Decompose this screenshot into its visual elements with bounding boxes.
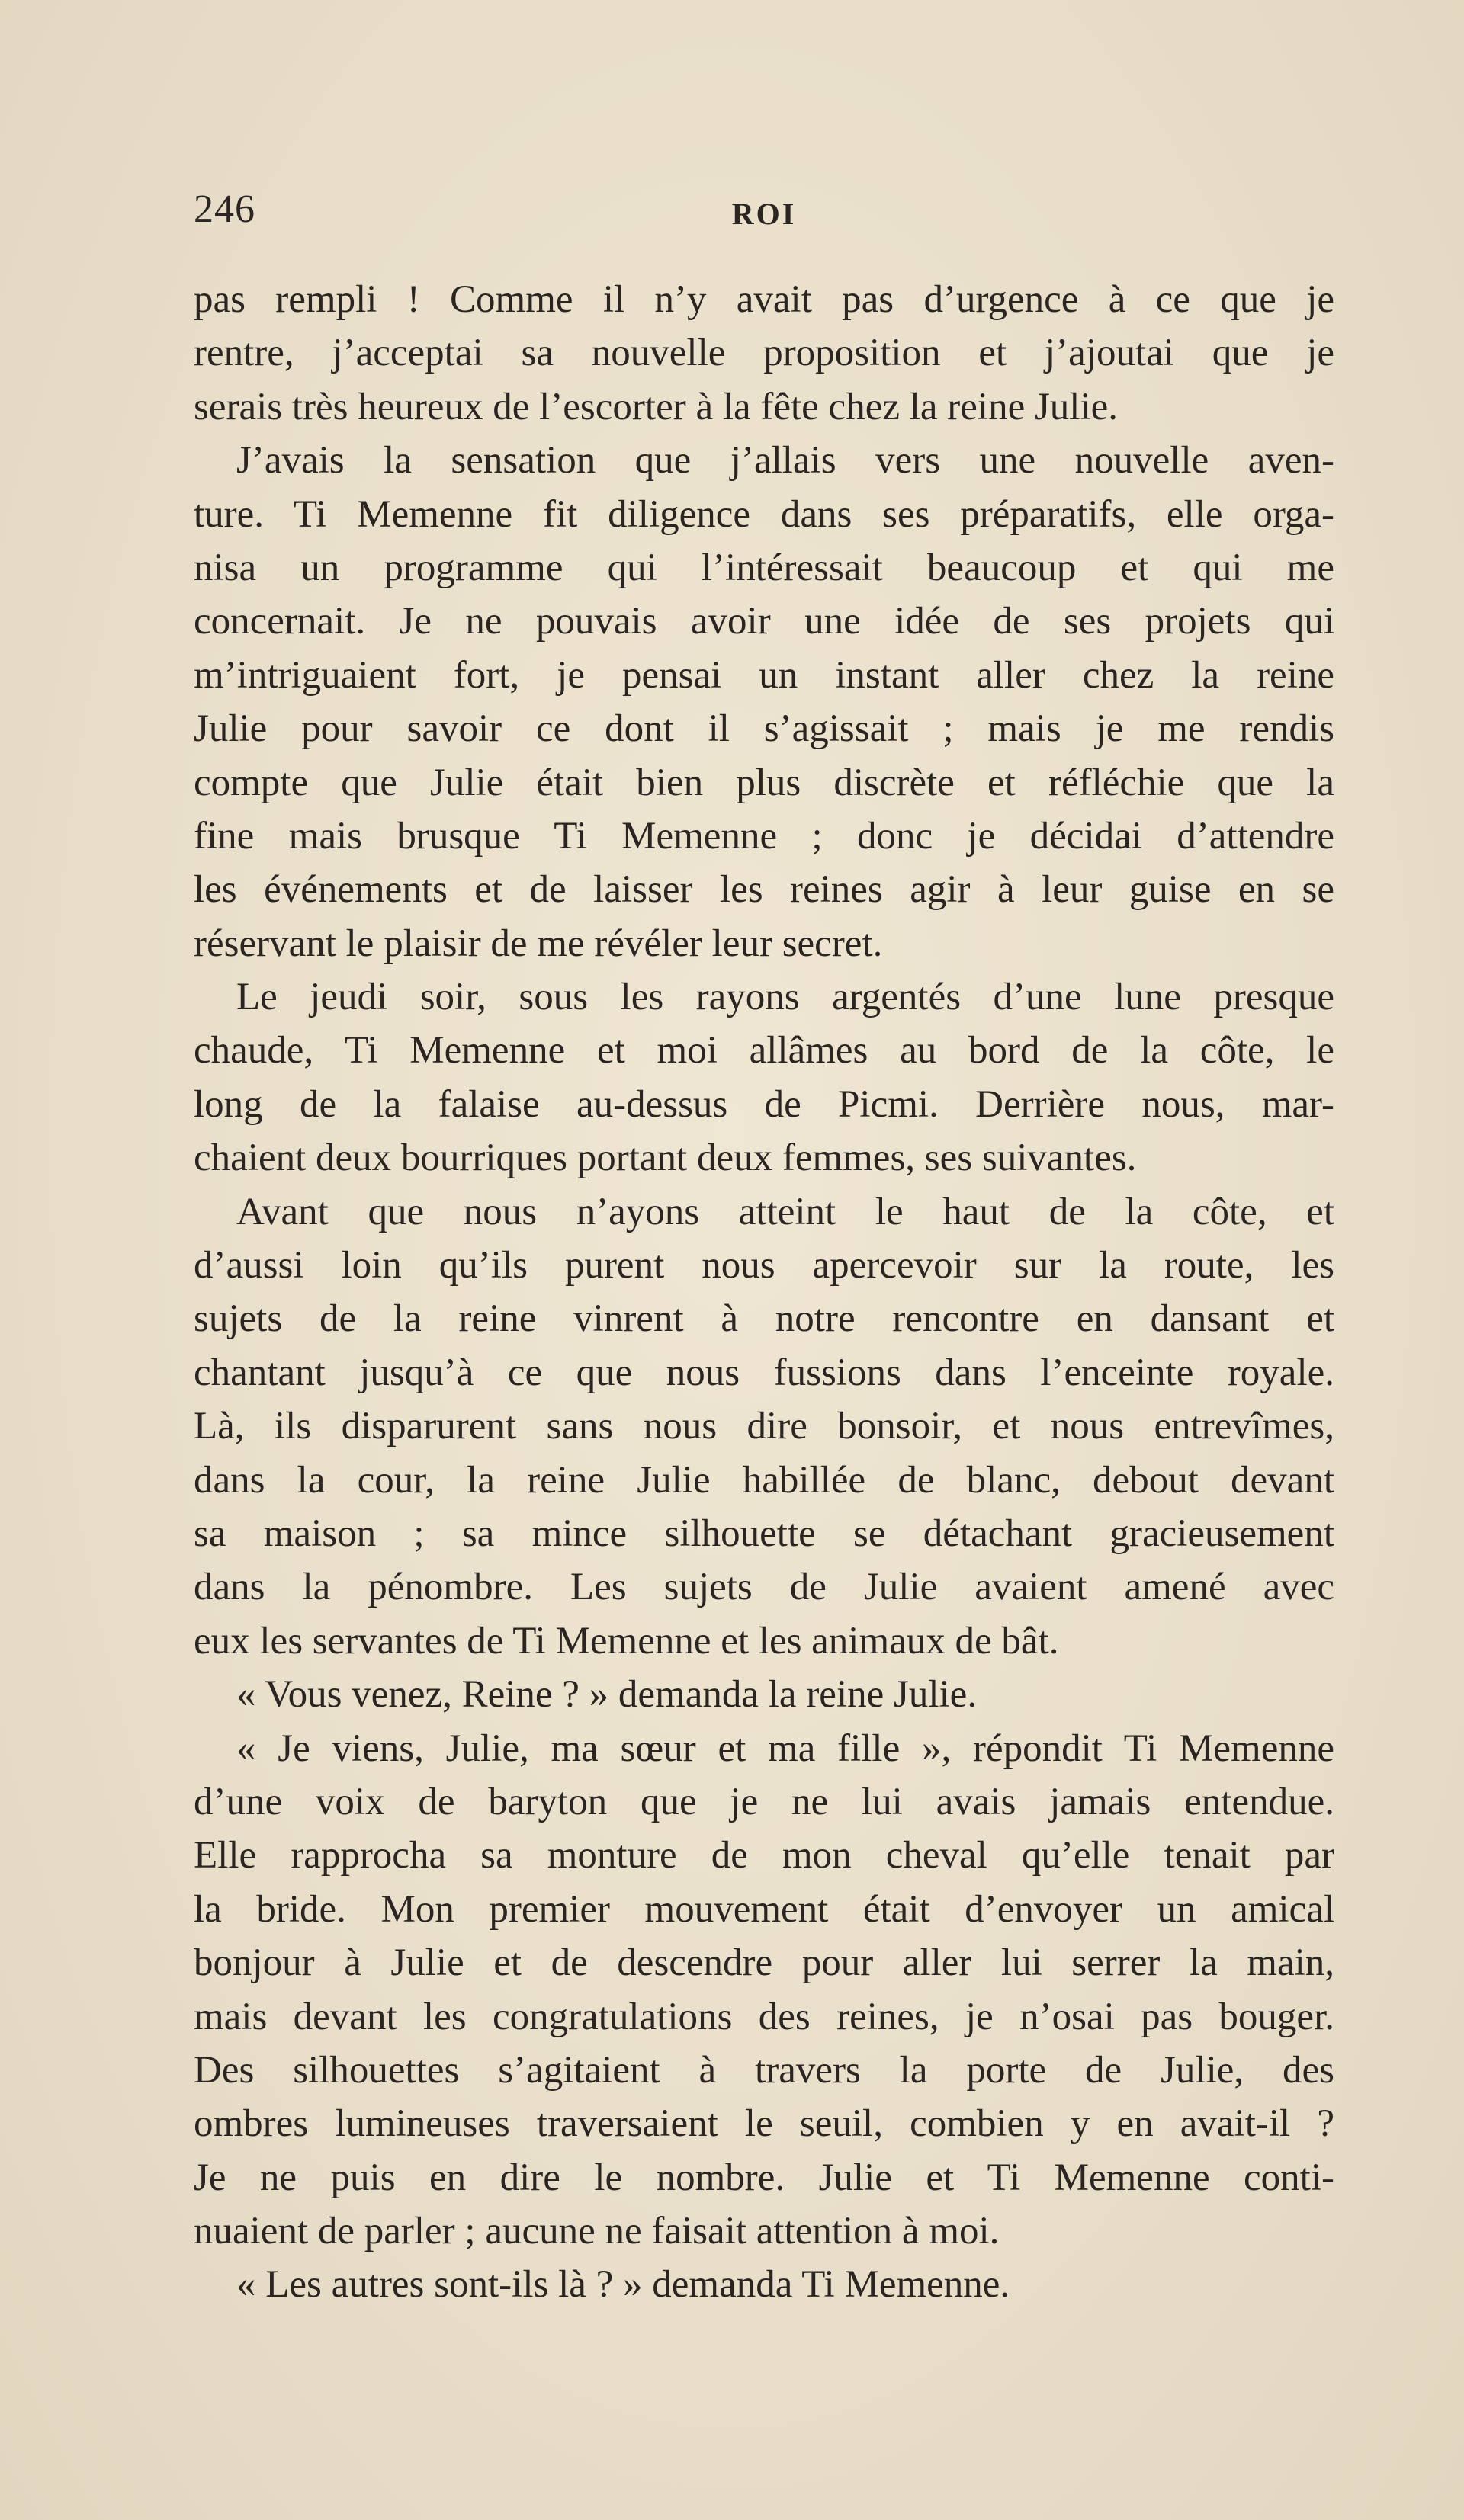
text-line: chaude, Ti Memenne et moi allâmes au bord de la côte, le — [194, 1029, 1334, 1072]
text-line: ombres lumineuses traversaient le seuil, combien y en avait-il ? — [194, 2102, 1334, 2146]
text-line: Des silhouettes s’agitaient à travers la porte de Julie, des — [194, 2048, 1334, 2092]
text-line: long de la falaise au-dessus de Picmi. Derrière nous, mar- — [194, 1082, 1334, 1126]
text-line: concernait. Je ne pouvais avoir une idée de ses projets qui — [194, 600, 1334, 643]
text-line: « Les autres sont-ils là ? » demanda Ti Memenne. — [236, 2263, 1010, 2307]
text-line: la bride. Mon premier mouvement était d’envoyer un amical — [194, 1887, 1334, 1931]
text-line: fine mais brusque Ti Memenne ; donc je décidai d’attendre — [194, 814, 1334, 858]
text-line: d’aussi loin qu’ils purent nous apercevoir sur la route, les — [194, 1244, 1334, 1287]
text-line: chaient deux bourriques portant deux femmes, ses suivantes. — [194, 1137, 1137, 1180]
text-line: Je ne puis en dire le nombre. Julie et Ti Memenne conti- — [194, 2156, 1334, 2199]
text-line: « Vous venez, Reine ? » demanda la reine Julie. — [236, 1673, 978, 1717]
text-line: « Je viens, Julie, ma sœur et ma fille », répondit Ti Memenne — [236, 1726, 1334, 1770]
text-line: dans la pénombre. Les sujets de Julie avaient amené avec — [194, 1566, 1334, 1609]
text-line: réservant le plaisir de me révéler leur secret. — [194, 922, 883, 965]
text-line: J’avais la sensation que j’allais vers une nouvelle aven- — [236, 439, 1334, 483]
text-line: ture. Ti Memenne fit diligence dans ses préparatifs, elle orga- — [194, 492, 1334, 536]
text-line: rentre, j’acceptai sa nouvelle proposition et j’ajoutai que je — [194, 332, 1334, 375]
text-line: les événements et de laisser les reines agir à leur guise en se — [194, 868, 1334, 912]
text-line: sa maison ; sa mince silhouette se détachant gracieusement — [194, 1512, 1334, 1555]
page-number: 246 — [194, 188, 255, 231]
body-text — [194, 273, 1334, 2312]
text-line: nuaient de parler ; aucune ne faisait attention à moi. — [194, 2210, 1000, 2253]
text-line: compte que Julie était bien plus discrète et réfléchie que la — [194, 761, 1334, 804]
text-line: mais devant les congratulations des reines, je n’osai pas bouger. — [194, 1995, 1334, 2038]
text-line: d’une voix de baryton que je ne lui avais jamais entendue. — [194, 1780, 1334, 1823]
text-line: eux les servantes de Ti Memenne et les animaux de bât. — [194, 1619, 1059, 1662]
text-line: dans la cour, la reine Julie habillée de blanc, debout devant — [194, 1458, 1334, 1502]
text-line: Elle rapprocha sa monture de mon cheval qu’elle tenait par — [194, 1834, 1334, 1877]
text-line: sujets de la reine vinrent à notre rencontre en dansant et — [194, 1297, 1334, 1341]
text-line: serais très heureux de l’escorter à la fête chez la reine Julie. — [194, 385, 1119, 428]
text-line: Avant que nous n’ayons atteint le haut de la côte, et — [236, 1190, 1334, 1233]
running-head — [194, 183, 1334, 236]
text-line: Julie pour savoir ce dont il s’agissait ; mais je me rendis — [194, 707, 1334, 751]
text-line: nisa un programme qui l’intéressait beaucoup et qui me — [194, 546, 1334, 589]
text-line: Là, ils disparurent sans nous dire bonsoir, et nous entrevîmes, — [194, 1405, 1334, 1448]
text-line: chantant jusqu’à ce que nous fussions dans l’enceinte royale. — [194, 1351, 1334, 1394]
running-title: ROI — [731, 197, 797, 231]
text-line: bonjour à Julie et de descendre pour aller lui serrer la main, — [194, 1941, 1334, 1985]
text-line: pas rempli ! Comme il n’y avait pas d’urgence à ce que je — [194, 278, 1334, 321]
text-line: Le jeudi soir, sous les rayons argentés d’une lune presque — [236, 976, 1334, 1019]
text-line: m’intriguaient fort, je pensai un instant aller chez la reine — [194, 653, 1334, 697]
